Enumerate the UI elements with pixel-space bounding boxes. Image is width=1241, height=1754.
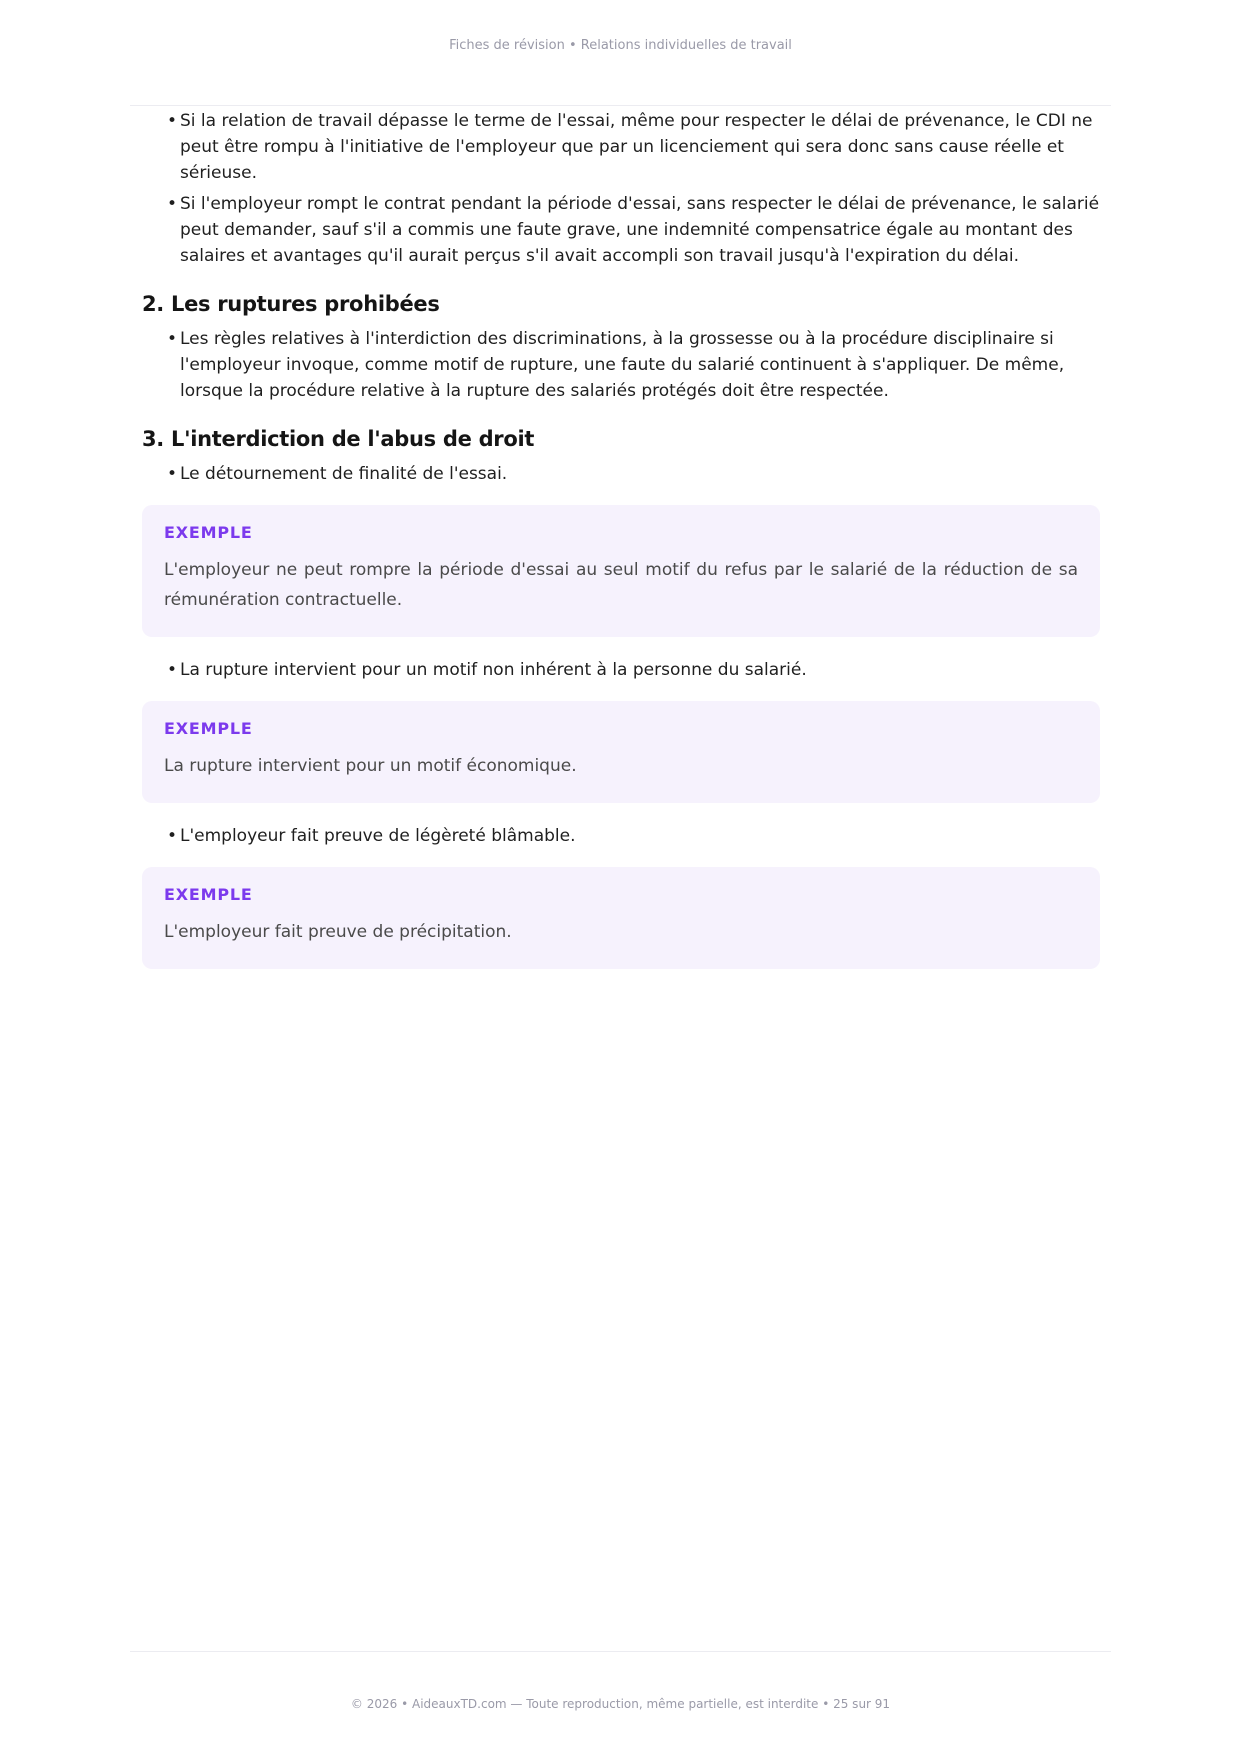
example-label: EXEMPLE — [164, 523, 253, 542]
example-text: L'employeur fait preuve de précipitation. — [164, 922, 512, 942]
list-item: • L'employeur fait preuve de légèreté blâmable. — [167, 823, 1100, 849]
example-box — [142, 867, 1100, 969]
list-item: • Les règles relatives à l'interdiction des discriminations, à la grossesse ou à la procédure disciplinaire si l'employeur invoque, comme motif de rupture, une faute du salarié continuent à s'appliquer. De même, lorsque la procédure relative à la rupture des salariés protégés doit être respectée. — [167, 326, 1100, 404]
example-box — [142, 505, 1100, 637]
list-item: • La rupture intervient pour un motif non inhérent à la personne du salarié. — [167, 657, 1100, 683]
page-footer: © 2026 • AideauxTD.com — Toute reproduction, même partielle, est interdite • 25 sur 91 — [350, 1697, 891, 1711]
list-item: • Si la relation de travail dépasse le terme de l'essai, même pour respecter le délai de prévenance, le CDI ne peut être rompu à l'initiative de l'employeur que par un licenciement qui sera donc sans cause réelle et sérieuse. — [167, 108, 1100, 186]
section-bullet-list — [142, 461, 1100, 487]
example-text: L'employeur ne peut rompre la période d'essai au seul motif du refus par le salarié de la réduction de sa rémunération contractuelle. — [164, 560, 1078, 610]
page-content — [142, 108, 1100, 969]
list-item: • Le détournement de finalité de l'essai. — [167, 461, 1100, 487]
section-bullet-list — [142, 326, 1100, 404]
example-text: La rupture intervient pour un motif économique. — [164, 756, 577, 776]
section-bullet-list — [142, 823, 1100, 849]
section-bullet-list — [142, 657, 1100, 683]
example-box — [142, 701, 1100, 803]
section-heading: 3. L'interdiction de l'abus de droit — [142, 427, 535, 451]
header-divider — [130, 105, 1111, 106]
footer-divider — [130, 1651, 1111, 1652]
intro-bullet-list — [142, 108, 1100, 269]
list-item: • Si l'employeur rompt le contrat pendant la période d'essai, sans respecter le délai de prévenance, le salarié peut demander, sauf s'il a commis une faute grave, une indemnité compensatrice égale au montant des salaires et avantages qu'il aurait perçus s'il avait accompli son travail jusqu'à l'expiration du délai. — [167, 191, 1100, 269]
section-heading: 2. Les ruptures prohibées — [142, 292, 440, 316]
example-label: EXEMPLE — [164, 719, 253, 738]
page-header: Fiches de révision • Relations individuelles de travail — [449, 38, 792, 53]
example-label: EXEMPLE — [164, 885, 253, 904]
